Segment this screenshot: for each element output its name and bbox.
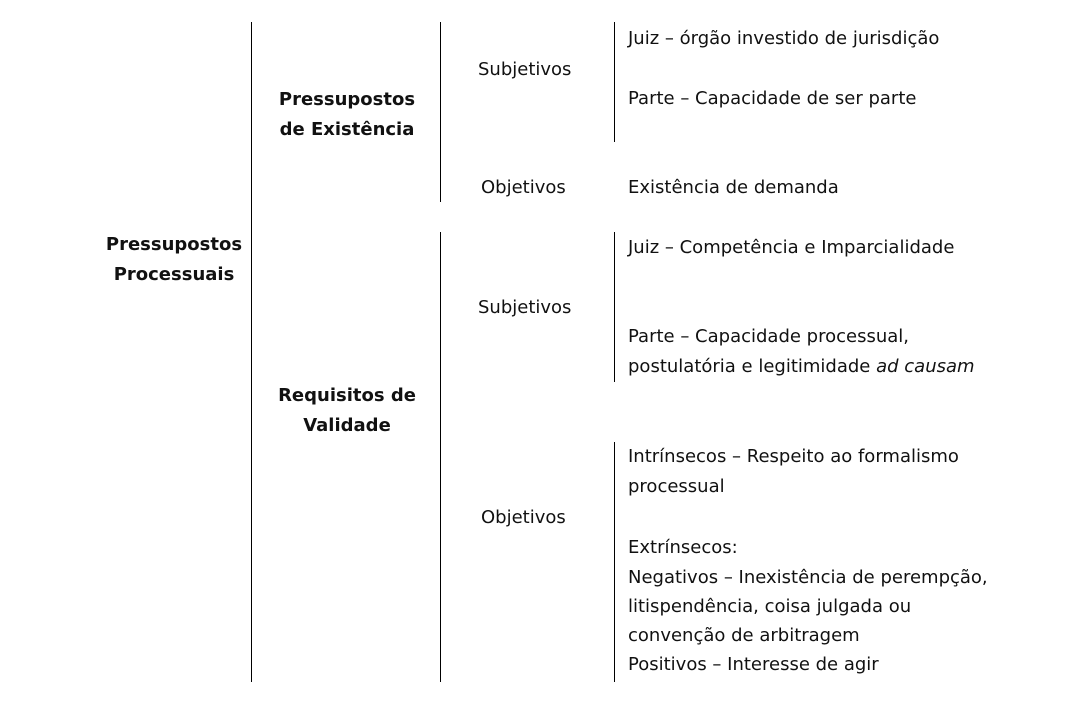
existencia-title-line2: de Existência — [279, 119, 415, 140]
root-bracket-line — [251, 22, 252, 682]
existencia-bracket-line — [440, 22, 441, 202]
validade-parte-text-line2-italic: ad causam — [876, 356, 975, 377]
validade-negativos-line3: convenção de arbitragem — [628, 625, 860, 646]
validade-parte-text-line2-prefix: postulatória e legitimidade — [628, 356, 877, 377]
existencia-objetivos-text: Existência de demanda — [628, 177, 839, 198]
existencia-objetivos-label: Objetivos — [481, 177, 566, 198]
validade-parte-text-line1: Parte – Capacidade processual, — [628, 326, 910, 347]
validade-negativos-line2: litispendência, coisa julgada ou — [628, 596, 912, 617]
validade-extrinsecos-title: Extrínsecos: — [628, 537, 738, 558]
validade-objetivos-bracket-line — [614, 442, 615, 682]
validade-subjetivos-bracket-line — [614, 232, 615, 382]
validade-intrinsecos-line2: processual — [628, 476, 725, 497]
existencia-title-line1: Pressupostos — [278, 89, 416, 110]
existencia-juiz-text: Juiz – órgão investido de jurisdição — [628, 28, 940, 49]
root-title-line2: Processuais — [113, 264, 235, 285]
existencia-subjetivos-label: Subjetivos — [478, 59, 572, 80]
validade-title-line1: Requisitos de — [278, 385, 416, 406]
existencia-subjetivos-bracket-line — [614, 22, 615, 142]
validade-intrinsecos-line1: Intrínsecos – Respeito ao formalismo — [628, 446, 959, 467]
validade-title-line2: Validade — [303, 415, 391, 436]
root-title-line1: Pressupostos — [105, 234, 243, 255]
validade-bracket-line — [440, 232, 441, 682]
validade-subjetivos-label: Subjetivos — [478, 297, 572, 318]
existencia-parte-text: Parte – Capacidade de ser parte — [628, 88, 917, 109]
validade-parte-text-line2 — [628, 352, 975, 382]
validade-positivos-text: Positivos – Interesse de agir — [628, 654, 879, 675]
validade-negativos-line1: Negativos – Inexistência de perempção, — [628, 567, 988, 588]
validade-objetivos-label: Objetivos — [481, 507, 566, 528]
validade-juiz-text: Juiz – Competência e Imparcialidade — [628, 237, 955, 258]
